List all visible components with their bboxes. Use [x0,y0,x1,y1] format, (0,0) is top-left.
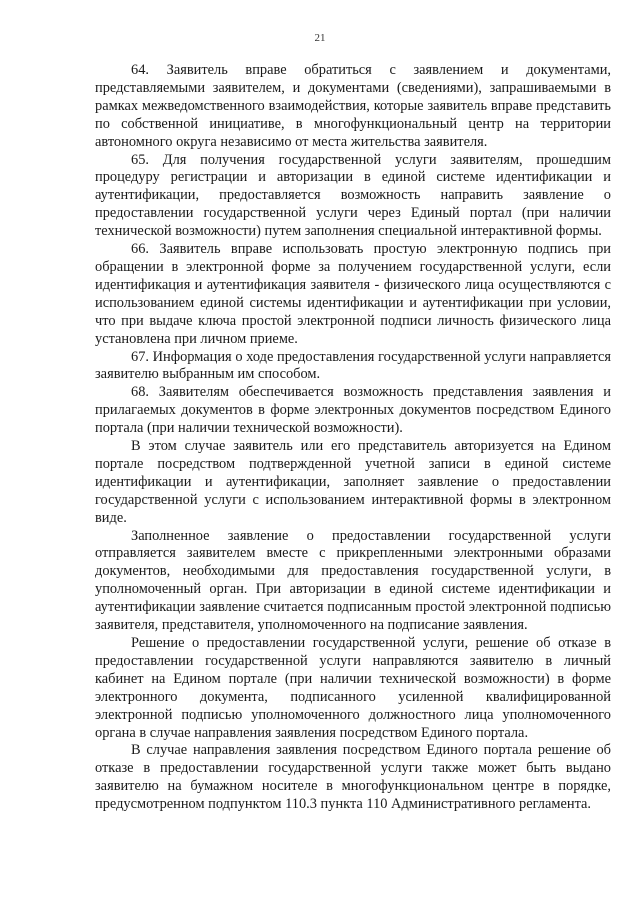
paragraph-67: 67. Информация о ходе предоставления государственной услуги направляется заявителю выбранным им способом. [95,348,611,383]
paragraph-68-portal-authorization: В этом случае заявитель или его представитель авторизуется на Едином портале посредством подтвержденной учетной записи в единой системе идентификации и аутентификации, заполняет заявление о предоставлении государственной услуги с использованием интерактивной формы в электронном виде. [95,438,611,526]
paragraph-68-decision-delivery: Решение о предоставлении государственной услуги, решение об отказе в предоставлении государственной услуги направляются заявителю в личный кабинет на Едином портале (при наличии технической возможности) в форме электронного документа, подписанного усиленной квалифицированной электронной подписью уполномоченного должностного лица уполномоченного органа в случае направления заявления посредством Единого портала. [95,635,611,741]
paragraph-68: 68. Заявителям обеспечивается возможность представления заявления и прилагаемых документов в форме электронных документов посредством Единого портала (при наличии технической возможности). [95,384,611,437]
document-body [95,62,611,814]
paragraph-66: 66. Заявитель вправе использовать простую электронную подпись при обращении в электронной форме за получением государственной услуги, если идентификация и аутентификация заявителя - физического лица осуществляются с использованием единой системы идентификации и аутентификации при условии, что при выдаче ключа простой электронной подписи личность физического лица установлена при личном приеме. [95,241,611,347]
paragraph-68-paper-copy: В случае направления заявления посредством Единого портала решение об отказе в предоставлении государственной услуги также может быть выдано заявителю на бумажном носителе в многофункциональном центре в порядке, предусмотренном подпунктом 110.3 пункта 110 Административного регламента. [95,742,611,813]
paragraph-68-application-submission: Заполненное заявление о предоставлении государственной услуги отправляется заявителем вместе с прикрепленными электронными образами документов, необходимыми для предоставления государственной услуги, в уполномоченный орган. При авторизации в единой системе идентификации и аутентификации заявление считается подписанным простой электронной подписью заявителя, представителя, уполномоченного на подписание заявления. [95,527,611,634]
page-number: 21 [314,32,326,44]
paragraph-65: 65. Для получения государственной услуги заявителям, прошедшим процедуру регистрации и авторизации в единой системе идентификации и аутентификации, предоставляется возможность направить заявление о предоставлении государственной услуги через Единый портал (при наличии технической возможности) путем заполнения специальной интерактивной формы. [95,151,611,240]
paragraph-64: 64. Заявитель вправе обратиться с заявлением и документами, представляемыми заявителем, и документами (сведениями), запрашиваемыми в рамках межведомственного взаимодействия, которые заявитель вправе представить по собственной инициативе, в многофункциональный центр на территории автономного округа независимо от места жительства заявителя. [95,62,611,150]
